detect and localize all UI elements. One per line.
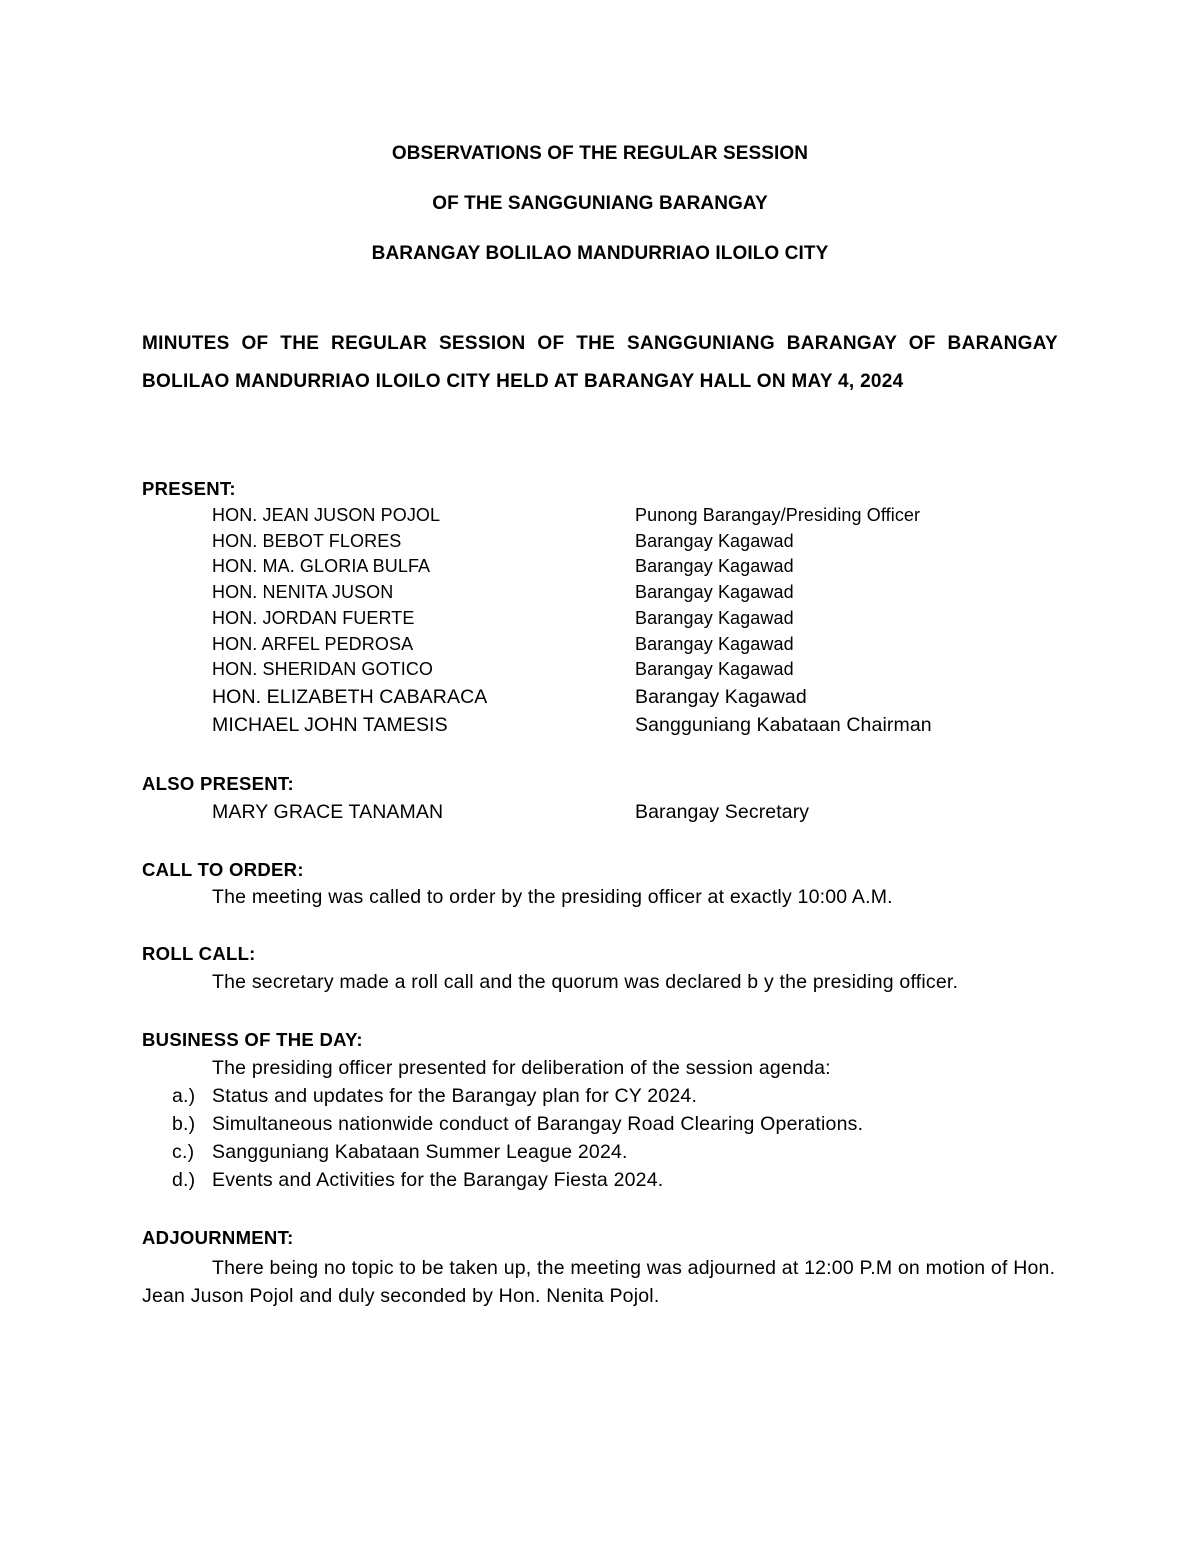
member-name: HON. NENITA JUSON (212, 582, 394, 602)
business-intro: The presiding officer presented for deliberation of the session agenda: (212, 1057, 831, 1079)
roll-call-label: ROLL CALL: (142, 943, 256, 964)
agenda-marker: b.) (172, 1113, 196, 1135)
member-name: HON. BEBOT FLORES (212, 531, 402, 551)
adjournment-label: ADJOURNMENT: (142, 1227, 294, 1248)
member-name: MARY GRACE TANAMAN (212, 801, 444, 823)
member-role: Barangay Kagawad (635, 634, 794, 654)
also-present-label: ALSO PRESENT: (142, 773, 294, 794)
member-name: MICHAEL JOHN TAMESIS (212, 714, 448, 736)
agenda-marker: d.) (172, 1169, 196, 1191)
present-label: PRESENT: (142, 478, 236, 499)
member-name: HON. MA. GLORIA BULFA (212, 556, 431, 576)
agenda-marker: c.) (172, 1141, 195, 1163)
document-title-line-2: OF THE SANGGUNIANG BARANGAY (432, 193, 768, 214)
roll-call-text: The secretary made a roll call and the quorum was declared b y the presiding officer. (212, 971, 959, 993)
member-name: HON. SHERIDAN GOTICO (212, 659, 434, 679)
member-name: HON. JEAN JUSON POJOL (212, 505, 441, 525)
agenda-text: Status and updates for the Barangay plan for CY 2024. (212, 1085, 698, 1107)
member-name: HON. ELIZABETH CABARACA (212, 686, 488, 708)
document-title-line-1: OBSERVATIONS OF THE REGULAR SESSION (391, 143, 809, 164)
member-role: Barangay Kagawad (635, 556, 794, 576)
business-label: BUSINESS OF THE DAY: (142, 1029, 363, 1050)
minutes-heading: MINUTES OF THE REGULAR SESSION OF THE SANGGUNIANG BARANGAY OF BARANGAY BOLILAO MANDURRIAO ILOILO CITY HELD AT BARANGAY HALL ON MAY 4, 2024 (142, 333, 1058, 392)
call-to-order-text: The meeting was called to order by the presiding officer at exactly 10:00 A.M. (212, 886, 893, 908)
member-name: HON. ARFEL PEDROSA (212, 634, 414, 654)
document-title-line-3: BARANGAY BOLILAO MANDURRIAO ILOILO CITY (371, 243, 829, 264)
call-to-order-label: CALL TO ORDER: (142, 859, 304, 880)
agenda-text: Events and Activities for the Barangay Fiesta 2024. (212, 1169, 664, 1191)
member-role: Barangay Secretary (635, 801, 810, 823)
adjournment-text: There being no topic to be taken up, the meeting was adjourned at 12:00 P.M on motion of Hon. Jean Juson Pojol and duly seconded by Hon. Nenita Pojol. (142, 1257, 1056, 1307)
member-role: Barangay Kagawad (635, 608, 794, 628)
agenda-marker: a.) (172, 1085, 196, 1107)
agenda-text: Sangguniang Kabataan Summer League 2024. (212, 1141, 628, 1163)
member-role: Barangay Kagawad (635, 659, 794, 679)
member-role: Sangguniang Kabataan Chairman (635, 714, 932, 736)
member-role: Barangay Kagawad (635, 686, 807, 708)
member-role: Barangay Kagawad (635, 531, 794, 551)
member-name: HON. JORDAN FUERTE (212, 608, 415, 628)
agenda-text: Simultaneous nationwide conduct of Barangay Road Clearing Operations. (212, 1113, 864, 1135)
member-role: Punong Barangay/Presiding Officer (635, 505, 921, 525)
member-role: Barangay Kagawad (635, 582, 794, 602)
